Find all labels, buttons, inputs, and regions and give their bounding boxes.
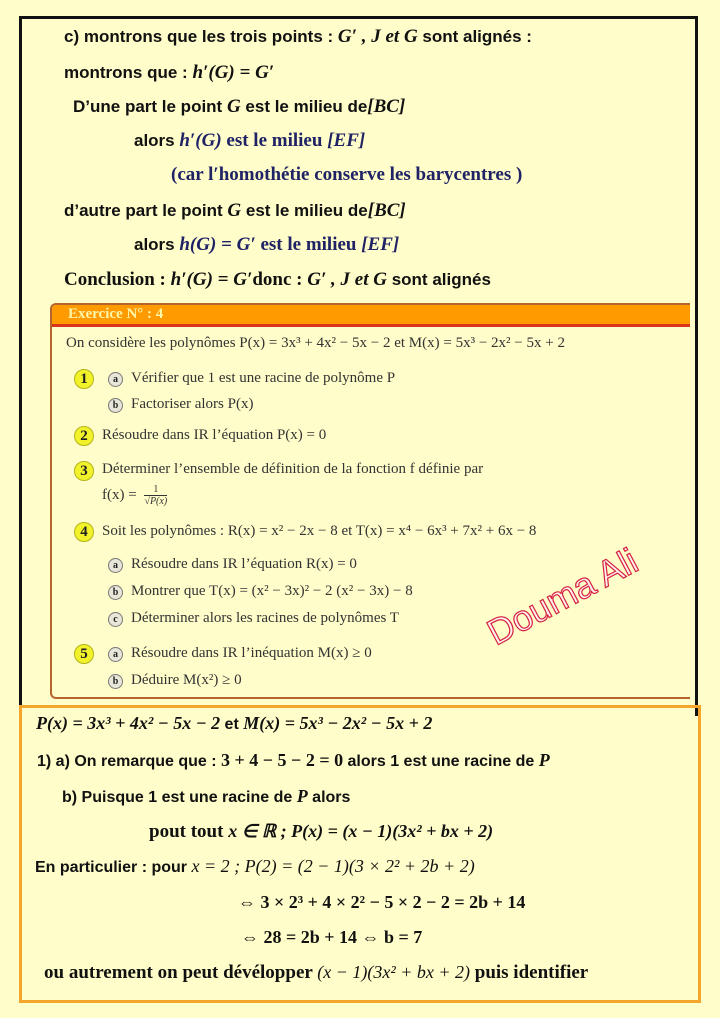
solution-1b: b) Puisque 1 est une racine de P alors <box>62 786 351 806</box>
sub-question-badge: b <box>108 398 123 413</box>
solution-1a: 1) a) On remarque que : 3 + 4 − 5 − 2 = 0 alors 1 est une racine de P <box>37 750 550 770</box>
first-part-conclusion: alors h′(G) est le milieu [EF] <box>134 130 366 151</box>
question-4b: Montrer que T(x) = (x² − 3x)² − 2 (x² − 3x) − 8 <box>131 583 413 599</box>
question-3: Déterminer l’ensemble de définition de la fonction f définie par <box>102 461 484 477</box>
question-5b: Déduire M(x²) ≥ 0 <box>131 672 242 688</box>
particular-case: En particulier : pour x = 2 ; P(2) = (2 − 1)(3 × 2² + 2b + 2) <box>35 856 475 876</box>
homothety-note: (car l′homothétie conserve les barycentres ) <box>171 164 523 185</box>
exercise-intro: On considère les polynômes P(x) = 3x³ + 4x² − 5x − 2 et M(x) = 5x³ − 2x² − 5x + 2 <box>66 335 565 351</box>
author-watermark: Douma Ali <box>480 539 645 654</box>
question-number-badge: 3 <box>74 461 94 481</box>
sub-question-badge: b <box>108 674 123 689</box>
second-part-line: d’autre part le point G est le milieu de[BC] <box>64 200 406 221</box>
second-part-conclusion: alors h(G) = G′ est le milieu [EF] <box>134 234 400 255</box>
conclusion-line: Conclusion : h′(G) = G′donc : G′ , J et G sont alignés <box>64 269 491 290</box>
first-part-line: D’une part le point G est le milieu de[BC] <box>73 96 406 117</box>
sub-question-badge: b <box>108 585 123 600</box>
question-1a: Vérifier que 1 est une racine de polynôme P <box>131 370 396 386</box>
sub-question-badge: a <box>108 558 123 573</box>
question-4: Soit les polynômes : R(x) = x² − 2x − 8 et T(x) = x⁴ − 6x³ + 7x² + 6x − 8 <box>102 523 537 539</box>
question-5a: Résoudre dans IR l’inéquation M(x) ≥ 0 <box>131 645 372 661</box>
show-that-line: montrons que : h′(G) = G′ <box>64 62 275 83</box>
question-1b: Factoriser alors P(x) <box>131 396 254 412</box>
question-number-badge: 1 <box>74 369 94 389</box>
sub-question-badge: a <box>108 647 123 662</box>
question-4c: Déterminer alors les racines de polynômes T <box>131 610 399 626</box>
equivalence-step-1: ⇔ 3 × 2³ + 4 × 2² − 5 × 2 − 2 = 2b + 14 <box>238 892 526 912</box>
question-2: Résoudre dans IR l’équation P(x) = 0 <box>102 427 327 443</box>
function-definition: f(x) = $\frac{1}{√P(x)}$ <box>102 484 168 507</box>
exercise-header <box>52 305 690 327</box>
alternative-method: ou autrement on peut dévélopper (x − 1)(3x² + bx + 2) puis identifier <box>44 962 589 983</box>
sub-question-badge: c <box>108 612 123 627</box>
exercise-title: Exercice N° : 4 <box>68 306 164 322</box>
question-number-badge: 5 <box>74 644 94 664</box>
polynomials-line: P(x) = 3x³ + 4x² − 5x − 2 et M(x) = 5x³ − 2x² − 5x + 2 <box>36 713 433 733</box>
fraction: $\frac{1}{√P(x)}$ <box>144 484 168 507</box>
align-question: c) montrons que les trois points : G′ , J et G sont alignés : <box>64 26 532 47</box>
question-number-badge: 2 <box>74 426 94 446</box>
sub-question-badge: a <box>108 372 123 387</box>
factorization-form: pout tout x ∈ ℝ ; P(x) = (x − 1)(3x² + bx + 2) <box>149 821 494 842</box>
question-number-badge: 4 <box>74 522 94 542</box>
question-4a: Résoudre dans IR l’équation R(x) = 0 <box>131 556 357 572</box>
equivalence-step-2: ⇔ 28 = 2b + 14 ⇔ b = 7 <box>241 927 423 947</box>
